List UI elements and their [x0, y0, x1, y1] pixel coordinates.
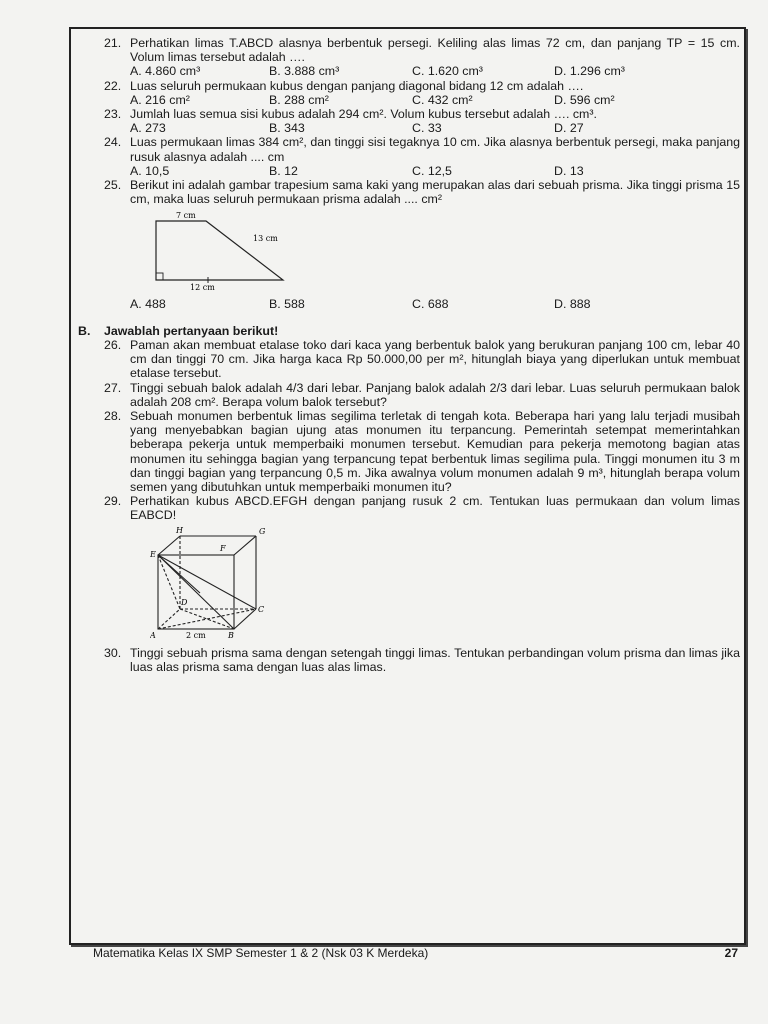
question-23	[78, 107, 740, 121]
cube-diagram	[150, 525, 280, 643]
right-angle-mark	[156, 273, 163, 280]
question-number: 30.	[104, 645, 122, 660]
vertex-f: F	[220, 543, 226, 553]
question-29	[78, 494, 740, 522]
answer-options	[130, 164, 740, 178]
question-text: Perhatikan limas T.ABCD alasnya berbentuk persegi. Keliling alas limas 72 cm, dan panjang TP = 15 cm. Volum limas tersebut adalah ….	[130, 36, 740, 65]
option-b: B. 343	[269, 121, 305, 136]
question-text: Tinggi sebuah balok adalah 4/3 dari lebar. Panjang balok adalah 2/3 dari lebar. Luas seluruh permukaan balok adalah 208 cm². Berapa volum balok tersebut?	[130, 380, 740, 409]
option-a: A. 10,5	[130, 163, 170, 178]
option-c: C. 12,5	[412, 163, 452, 178]
question-21	[78, 36, 740, 64]
option-b: B. 12	[269, 163, 298, 178]
page-number: 27	[724, 946, 738, 960]
answer-options	[130, 121, 740, 135]
label-top: 7 cm	[176, 211, 196, 221]
vertex-g: G	[259, 526, 266, 536]
question-number: 27.	[104, 380, 122, 395]
question-number: 28.	[104, 408, 122, 423]
label-side: 13 cm	[253, 234, 278, 244]
option-b: B. 588	[269, 296, 305, 311]
question-24	[78, 135, 740, 163]
question-number: 26.	[104, 337, 122, 352]
vertex-c: C	[258, 604, 265, 614]
answer-options	[130, 93, 740, 107]
question-text: Sebuah monumen berbentuk limas segilima terletak di tengah kota. Beberapa hari yang lalu terjadi musibah yang menyebabkan bagian ujung atas monumen itu terpancung. Pemerintah setempat memerintahkan beberapa pekerja untuk memperbaiki monumen tersebut. Kemudian para pekerja memotong bagian atas monumen itu sehingga bagian yang terpancung tepat berbentuk limas segilima pula. Tinggi monumen itu 3 m dan tinggi bagian yang terpancung 0,5 m. Jika awalnya volum monumen adalah 9 m³, hitunglah berapa volum semen yang dibutuhkan untuk memperbaiki monumen itu?	[130, 408, 740, 494]
footer-title: Matematika Kelas IX SMP Semester 1 & 2 (Nsk 03 K Merdeka)	[93, 946, 429, 960]
trapezoid-diagram	[150, 210, 300, 292]
question-27	[78, 381, 740, 409]
label-bottom: 12 cm	[190, 283, 215, 293]
option-b: B. 3.888 cm³	[269, 64, 340, 79]
question-number: 21.	[104, 36, 122, 50]
question-number: 29.	[104, 494, 122, 509]
vertex-e: E	[150, 549, 156, 559]
question-number: 25.	[104, 177, 122, 192]
option-a: A. 488	[130, 296, 166, 311]
vertex-h: H	[176, 525, 183, 535]
section-letter: B.	[78, 323, 91, 338]
trapezoid-figure	[150, 210, 740, 295]
option-c: C. 1.620 cm³	[412, 64, 483, 79]
answer-options	[130, 64, 740, 78]
question-number: 23.	[104, 106, 122, 121]
question-text: Tinggi sebuah prisma sama dengan setengah tinggi limas. Tentukan perbandingan volum prisma dan limas jika luas alas prisma sama dengan luas alas limas.	[130, 645, 740, 675]
edge-length-label: 2 cm	[186, 630, 206, 640]
option-a: A. 216 cm²	[130, 92, 190, 107]
option-d: D. 888	[554, 296, 591, 311]
question-content	[78, 36, 740, 674]
question-text: Luas permukaan limas 384 cm², dan tinggi sisi tegaknya 10 cm. Jika alasnya berbentuk persegi, maka panjang rusuk alasnya adalah .... cm	[130, 135, 740, 164]
question-26	[78, 338, 740, 381]
option-d: D. 13	[554, 163, 584, 178]
section-title: Jawablah pertanyaan berikut!	[104, 323, 279, 338]
question-text: Perhatikan kubus ABCD.EFGH dengan panjang rusuk 2 cm. Tentukan luas permukaan dan volum limas EABCD!	[130, 494, 740, 523]
vertex-a: A	[150, 630, 156, 640]
option-c: C. 688	[412, 296, 449, 311]
option-d: D. 596 cm²	[554, 92, 615, 107]
question-30	[78, 646, 740, 674]
trapezoid-shape	[156, 221, 283, 280]
vertex-b: B	[228, 630, 234, 640]
question-25	[78, 178, 740, 206]
option-d: D. 27	[554, 121, 584, 136]
question-text: Jumlah luas semua sisi kubus adalah 294 cm². Volum kubus tersebut adalah …. cm³.	[130, 106, 597, 121]
vertex-d: D	[181, 597, 188, 607]
answer-options	[130, 297, 740, 311]
question-number: 22.	[104, 78, 122, 93]
question-28	[78, 409, 740, 494]
option-b: B. 288 cm²	[269, 92, 329, 107]
question-text: Paman akan membuat etalase toko dari kaca yang berbentuk balok yang berukuran panjang 100 cm, lebar 40 cm dan tinggi 70 cm. Jika harga kaca Rp 50.000,00 per m², hitunglah biaya yang diperlukan untuk membuat etalase tersebut.	[130, 337, 740, 381]
option-c: C. 33	[412, 121, 442, 136]
option-d: D. 1.296 cm³	[554, 64, 625, 79]
question-22	[78, 79, 740, 93]
option-a: A. 273	[130, 121, 166, 136]
question-number: 24.	[104, 135, 122, 150]
option-a: A. 4.860 cm³	[130, 64, 201, 79]
question-text: Berikut ini adalah gambar trapesium sama kaki yang merupakan alas dari sebuah prisma. Jika tinggi prisma 15 cm, maka luas seluruh permukaan prisma adalah .... cm²	[130, 177, 740, 207]
option-c: C. 432 cm²	[412, 92, 473, 107]
section-b-heading	[78, 324, 740, 338]
cube-figure	[150, 525, 740, 646]
question-text: Luas seluruh permukaan kubus dengan panjang diagonal bidang 12 cm adalah ….	[130, 78, 584, 93]
